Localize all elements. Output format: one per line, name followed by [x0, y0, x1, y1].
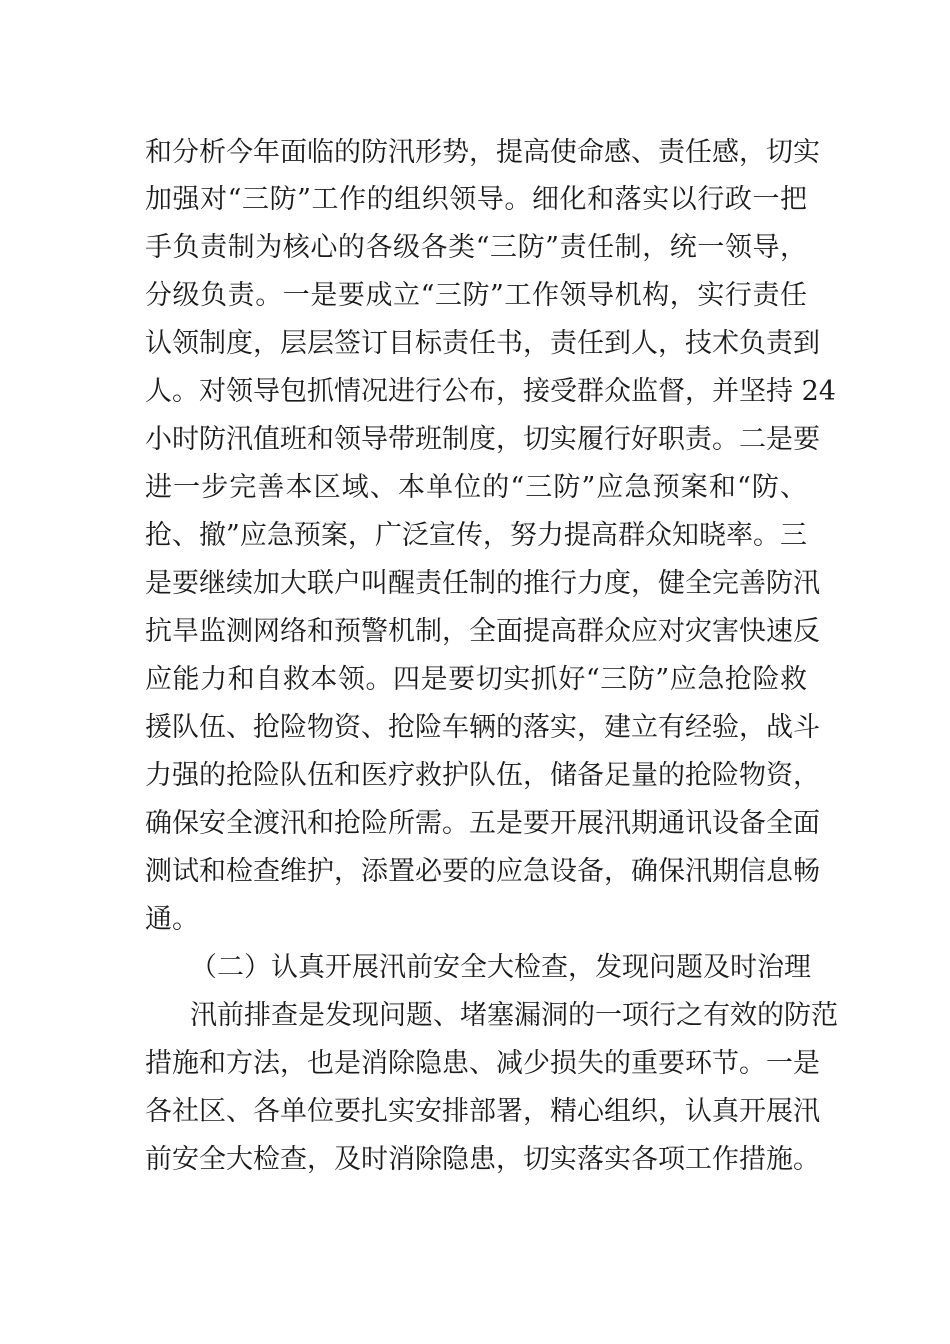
- paragraph-line: 应能力和自救本领。四是要切实抓好“三防”应急抢险救: [145, 664, 807, 695]
- paragraph-line: 认领制度，层层签订目标责任书，责任到人，技术负责到: [145, 328, 820, 359]
- paragraph-line: 抗旱监测网络和预警机制，全面提高群众应对灾害快速反: [145, 616, 820, 647]
- section-heading: （二）认真开展汛前安全大检查，发现问题及时治理: [190, 952, 811, 983]
- paragraph-line: 前安全大检查，及时消除隐患，切实落实各项工作措施。: [145, 1144, 820, 1175]
- paragraph-line: 加强对“三防”工作的组织领导。细化和落实以行政一把: [145, 184, 807, 215]
- paragraph-line: 抢、撤”应急预案，广泛宣传，努力提高群众知晓率。三: [145, 520, 807, 551]
- paragraph-line: 手负责制为核心的各级各类“三防”责任制，统一领导，: [145, 232, 807, 263]
- paragraph-line: 确保安全渡汛和抢险所需。五是要开展汛期通讯设备全面: [145, 808, 820, 839]
- paragraph-line: 汛前排查是发现问题、堵塞漏洞的一项行之有效的防范: [190, 1000, 838, 1031]
- paragraph-line: 各社区、各单位要扎实安排部署，精心组织，认真开展汛: [145, 1096, 820, 1127]
- paragraph-line: 小时防汛值班和领导带班制度，切实履行好职责。二是要: [145, 424, 820, 455]
- paragraph-line: 通。: [145, 904, 199, 935]
- paragraph-line: 和分析今年面临的防汛形势，提高使命感、责任感，切实: [145, 137, 820, 168]
- paragraph-line: 措施和方法，也是消除隐患、减少损失的重要环节。一是: [145, 1048, 820, 1079]
- paragraph-line: 测试和检查维护，添置必要的应急设备，确保汛期信息畅: [145, 856, 820, 887]
- paragraph-line: 力强的抢险队伍和医疗救护队伍，储备足量的抢险物资，: [145, 760, 820, 791]
- paragraph-line: 人。对领导包抓情况进行公布，接受群众监督，并坚持 24: [145, 376, 836, 407]
- paragraph-line: 是要继续加大联户叫醒责任制的推行力度，健全完善防汛: [145, 568, 820, 599]
- paragraph-line: 分级负责。一是要成立“三防”工作领导机构，实行责任: [145, 280, 807, 311]
- paragraph-line: 进一步完善本区域、本单位的“三防”应急预案和“防、: [145, 472, 807, 503]
- paragraph-line: 援队伍、抢险物资、抢险车辆的落实，建立有经验，战斗: [145, 712, 820, 743]
